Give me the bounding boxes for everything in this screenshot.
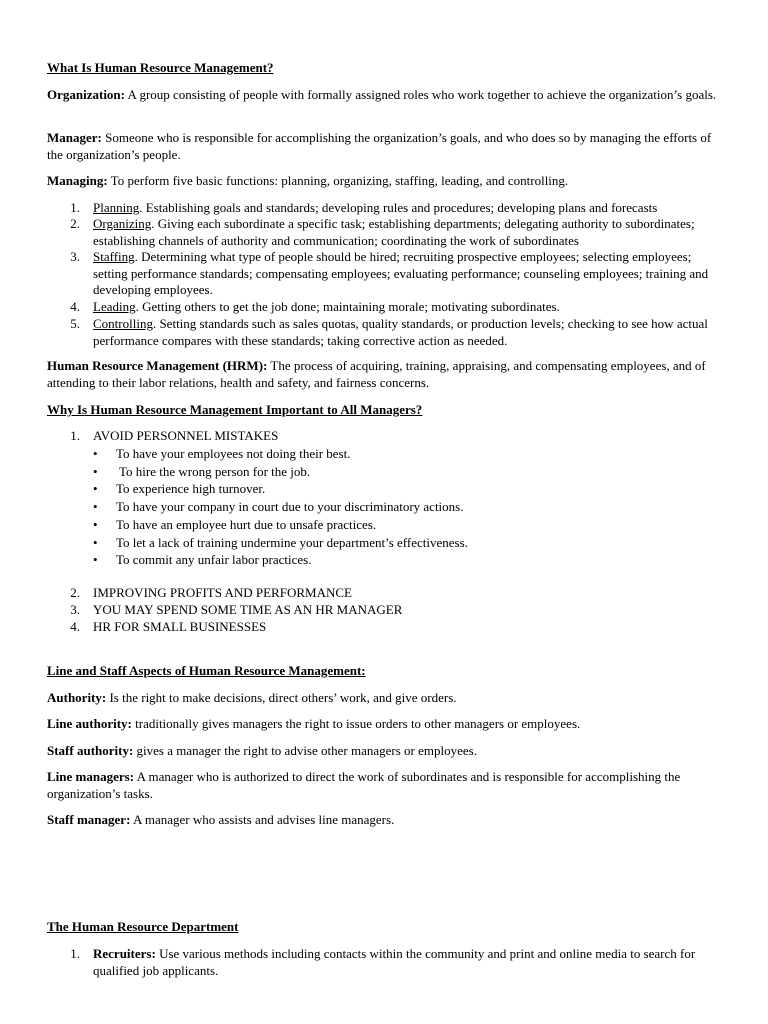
bullet-item: To hire the wrong person for the job. bbox=[116, 464, 311, 479]
section-heading-what-is-hrm: What Is Human Resource Management? bbox=[47, 60, 274, 75]
definition-text: Use various methods including contacts within the community and print and online media to search for qualified job applicants. bbox=[93, 946, 696, 978]
list-number: 5. bbox=[70, 316, 80, 331]
definition-text: traditionally gives managers the right to issue orders to other managers or employees. bbox=[131, 716, 581, 731]
definition-text: Is the right to make decisions, direct others’ work, and give orders. bbox=[106, 690, 457, 705]
definition-text: A manager who is authorized to direct the work of subordinates and is responsible for accomplishing the organization’s tasks. bbox=[47, 769, 681, 801]
list-number: 4. bbox=[70, 299, 80, 314]
bullet-glyph: • bbox=[93, 552, 98, 567]
list-item-planning bbox=[93, 200, 723, 217]
list-number: 1. bbox=[70, 946, 80, 961]
list-item-recruiters bbox=[93, 946, 723, 979]
definition-authority bbox=[47, 690, 727, 707]
list-number: 2. bbox=[70, 585, 80, 600]
list-number: 3. bbox=[70, 602, 80, 617]
term: Line authority: bbox=[47, 716, 132, 731]
section-heading-why-hrm-important: Why Is Human Resource Management Important to All Managers? bbox=[47, 402, 423, 417]
definition-line-authority bbox=[47, 716, 727, 733]
section-heading-hr-department: The Human Resource Department bbox=[47, 919, 239, 934]
definition-hrm bbox=[47, 358, 727, 391]
definition-text: A group consisting of people with formally assigned roles who work together to achieve the organization’s goals. bbox=[125, 87, 717, 102]
definition-line-managers bbox=[47, 769, 727, 802]
definition-organization bbox=[47, 87, 727, 104]
function-term: Staffing bbox=[93, 249, 135, 264]
term: Manager: bbox=[47, 130, 102, 145]
term: Human Resource Management (HRM): bbox=[47, 358, 268, 373]
function-term: Leading bbox=[93, 299, 136, 314]
definition-manager bbox=[47, 130, 727, 163]
definition-text: To perform five basic functions: planning, organizing, staffing, leading, and controlling. bbox=[107, 173, 569, 188]
definition-text: gives a manager the right to advise other managers or employees. bbox=[133, 743, 477, 758]
bullet-glyph: • bbox=[93, 446, 98, 461]
list-number: 1. bbox=[70, 428, 80, 443]
function-text: . Establishing goals and standards; developing rules and procedures; developing plans and forecasts bbox=[139, 200, 658, 215]
definition-managing bbox=[47, 173, 727, 190]
function-text: . Getting others to get the job done; maintaining morale; motivating subordinates. bbox=[135, 299, 560, 314]
list-item-organizing bbox=[93, 216, 723, 249]
bullet-glyph: • bbox=[93, 464, 98, 479]
bullet-item: To experience high turnover. bbox=[116, 481, 266, 496]
term: Staff manager: bbox=[47, 812, 131, 827]
bullet-item: To have your company in court due to your discriminatory actions. bbox=[116, 499, 464, 514]
list-item-small-business: HR FOR SMALL BUSINESSES bbox=[93, 619, 267, 634]
bullet-item: To have an employee hurt due to unsafe practices. bbox=[116, 517, 377, 532]
term: Line managers: bbox=[47, 769, 135, 784]
definition-staff-manager bbox=[47, 812, 727, 829]
bullet-glyph: • bbox=[93, 517, 98, 532]
list-item-improving-profits: IMPROVING PROFITS AND PERFORMANCE bbox=[93, 585, 352, 600]
function-text: . Giving each subordinate a specific task; establishing departments; delegating authority to subordinates; establishing channels of authority and communication; coordinating the work of subordinates bbox=[93, 216, 695, 248]
function-text: . Setting standards such as sales quotas, quality standards, or production levels; checking to see how actual performance compares with these standards; taking corrective action as needed. bbox=[93, 316, 708, 348]
bullet-item: To commit any unfair labor practices. bbox=[116, 552, 312, 567]
list-number: 4. bbox=[70, 619, 80, 634]
list-item-staffing bbox=[93, 249, 723, 299]
bullet-glyph: • bbox=[93, 499, 98, 514]
term: Managing: bbox=[47, 173, 108, 188]
bullet-glyph: • bbox=[93, 535, 98, 550]
function-term: Controlling bbox=[93, 316, 153, 331]
term: Authority: bbox=[47, 690, 107, 705]
function-term: Organizing bbox=[93, 216, 152, 231]
bullet-item: To let a lack of training undermine your department’s effectiveness. bbox=[116, 535, 468, 550]
list-item-avoid-mistakes: AVOID PERSONNEL MISTAKES bbox=[93, 428, 279, 443]
function-term: Planning bbox=[93, 200, 140, 215]
bullet-glyph: • bbox=[93, 481, 98, 496]
term: Recruiters: bbox=[93, 946, 156, 961]
definition-text: A manager who assists and advises line managers. bbox=[130, 812, 395, 827]
list-number: 3. bbox=[70, 249, 80, 264]
list-item-leading bbox=[93, 299, 723, 316]
list-number: 2. bbox=[70, 216, 80, 231]
term: Staff authority: bbox=[47, 743, 134, 758]
definition-text: Someone who is responsible for accomplishing the organization’s goals, and who does so by managing the efforts of the organization’s people. bbox=[47, 130, 712, 162]
function-text: . Determining what type of people should be hired; recruiting prospective employees; selecting employees; setting performance standards; compensating employees; evaluating performance; counseling employees; training and developing employees. bbox=[93, 249, 709, 297]
list-item-hr-manager: YOU MAY SPEND SOME TIME AS AN HR MANAGER bbox=[93, 602, 403, 617]
bullet-item: To have your employees not doing their best. bbox=[116, 446, 351, 461]
term: Organization: bbox=[47, 87, 125, 102]
list-number: 1. bbox=[70, 200, 80, 215]
section-heading-line-and-staff: Line and Staff Aspects of Human Resource Management: bbox=[47, 663, 366, 678]
definition-text: The process of acquiring, training, appraising, and compensating employees, and of attending to their labor relations, health and safety, and fairness concerns. bbox=[47, 358, 706, 390]
definition-staff-authority bbox=[47, 743, 727, 760]
list-item-controlling bbox=[93, 316, 723, 349]
